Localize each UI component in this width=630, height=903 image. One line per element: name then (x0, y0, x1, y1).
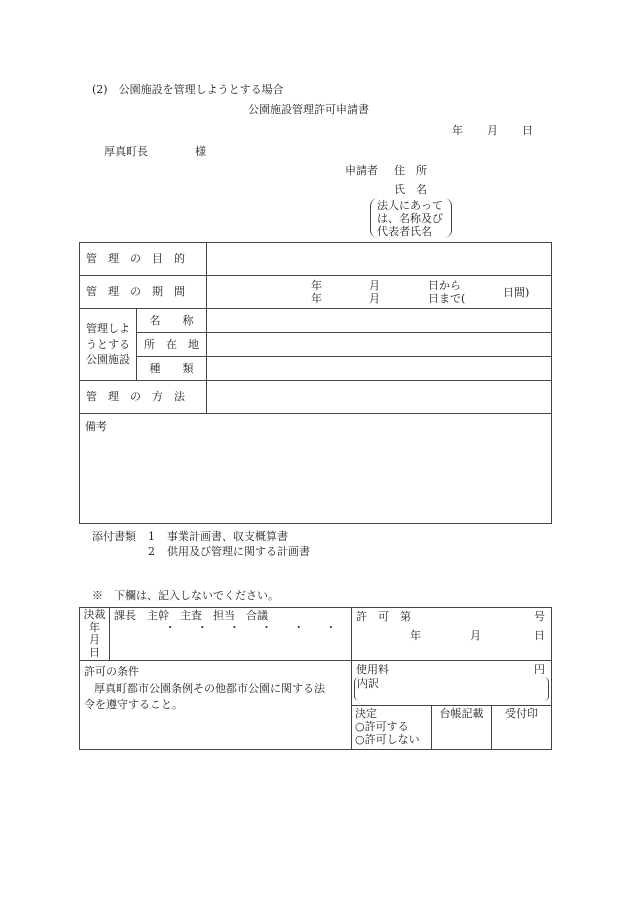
facility-group-label (80, 309, 137, 381)
permit-cell[interactable] (352, 608, 552, 661)
addressee-honorific: 様 (195, 145, 206, 158)
corporate-note-line: 法人にあって (377, 199, 443, 212)
facility-type-row (80, 357, 552, 381)
period-field[interactable] (207, 276, 552, 309)
conditions-text: 厚真町都市公園条例その他都市公園に関する法 (94, 681, 325, 695)
office-use-note: ※ 下欄は、記入しないでください。 (92, 589, 279, 602)
facility-type-label: 種 類 (137, 357, 207, 381)
permit-date-day: 日 (534, 629, 545, 642)
decision-cell[interactable] (352, 705, 432, 749)
attachment-num: 1 (148, 530, 155, 543)
fee-cell[interactable] (352, 660, 552, 705)
facility-group-line: 公園施設 (86, 353, 130, 367)
permit-number-suffix: 号 (534, 610, 545, 623)
purpose-field[interactable] (207, 243, 552, 276)
date-day: 日 (522, 124, 533, 137)
facility-name-field[interactable] (207, 309, 552, 333)
office-row-approval (80, 608, 552, 661)
period-to-month: 月 (369, 291, 380, 305)
separator-dot: ・ (293, 621, 305, 635)
attachment-num: 2 (148, 545, 155, 558)
method-field[interactable] (207, 381, 552, 414)
period-row (80, 276, 552, 309)
permit-number-label: 許 可 第 (356, 610, 411, 623)
conditions-cell[interactable] (80, 660, 352, 749)
facility-location-label: 所 在 地 (137, 333, 207, 357)
fee-breakdown-bracket (354, 677, 549, 701)
decision-option-permit[interactable]: ○許可する (355, 719, 409, 733)
decision-date-cell (80, 608, 110, 661)
facility-name-row (80, 309, 552, 333)
period-from-day: 日から (428, 278, 461, 292)
form-title: 公園施設管理許可申請書 (248, 103, 369, 116)
attachments-label: 添付書類 (92, 530, 136, 543)
approvers-header: 課長 主幹 主査 担当 合議 (114, 609, 268, 622)
purpose-label: 管 理 の 目 的 (80, 243, 207, 276)
ledger-label: 台帳記載 (439, 706, 484, 720)
remarks-field[interactable] (80, 414, 552, 524)
office-row-conditions (80, 660, 552, 705)
date-month: 月 (487, 124, 498, 137)
approver-separators (114, 621, 347, 634)
remarks-row (80, 414, 552, 524)
decision-date-line: 決裁 (83, 608, 106, 621)
separator-dot: ・ (228, 621, 240, 635)
remarks-label: 備考 (85, 420, 107, 433)
facility-name-label: 名 称 (137, 309, 207, 333)
purpose-row (80, 243, 552, 276)
ledger-cell[interactable] (432, 705, 492, 749)
facility-group-line: うとする (86, 337, 130, 351)
facility-group-line: 管理しよ (86, 321, 130, 335)
separator-dot: ・ (325, 621, 337, 635)
separator-dot: ・ (261, 621, 273, 635)
separator-dot: ・ (164, 621, 176, 635)
corporate-note-line: は、名称及び (377, 212, 443, 225)
facility-type-field[interactable] (207, 357, 552, 381)
period-label: 管 理 の 期 間 (80, 276, 207, 309)
facility-location-row (80, 333, 552, 357)
fee-unit: 円 (534, 662, 545, 676)
facility-location-field[interactable] (207, 333, 552, 357)
breakdown-label: 内訳 (357, 676, 379, 690)
permit-date-month: 月 (470, 629, 481, 642)
fee-label: 使用料 (356, 662, 389, 676)
stamp-cell[interactable] (492, 705, 552, 749)
applicant-name: 氏 名 (394, 183, 427, 196)
period-days: 日間) (503, 285, 530, 299)
decision-label: 決定 (355, 706, 377, 720)
applicant-label: 申請者 (345, 164, 378, 177)
period-from-month: 月 (369, 278, 380, 292)
permit-date-year: 年 (410, 629, 421, 642)
period-to-day: 日まで( (428, 291, 466, 305)
decision-date-line: 日 (89, 645, 100, 659)
period-to-year: 年 (311, 291, 322, 305)
office-table (79, 607, 552, 750)
application-table (79, 242, 552, 524)
attachment-text: 事業計画書、収支概算書 (167, 530, 288, 543)
date-year: 年 (452, 124, 463, 137)
conditions-label: 許可の条件 (84, 664, 139, 678)
separator-dot: ・ (196, 621, 208, 635)
decision-option-deny[interactable]: ○許可しない (355, 732, 420, 746)
applicant-address: 住 所 (394, 164, 427, 177)
addressee-name: 厚真町長 (104, 145, 148, 158)
stamp-label: 受付印 (505, 706, 538, 720)
method-label: 管 理 の 方 法 (80, 381, 207, 414)
approvers-cell[interactable] (110, 608, 352, 661)
conditions-text: 令を遵守すること。 (84, 697, 183, 711)
corporate-note-line: 代表者氏名 (377, 225, 432, 238)
period-from-year: 年 (311, 278, 322, 292)
section-heading: (2) 公園施設を管理しようとする場合 (92, 83, 284, 96)
decision-date-line: 年 (89, 620, 100, 634)
decision-date-line: 月 (89, 633, 100, 647)
corporate-note (370, 198, 452, 238)
attachment-text: 供用及び管理に関する計画書 (167, 545, 310, 558)
method-row (80, 381, 552, 414)
